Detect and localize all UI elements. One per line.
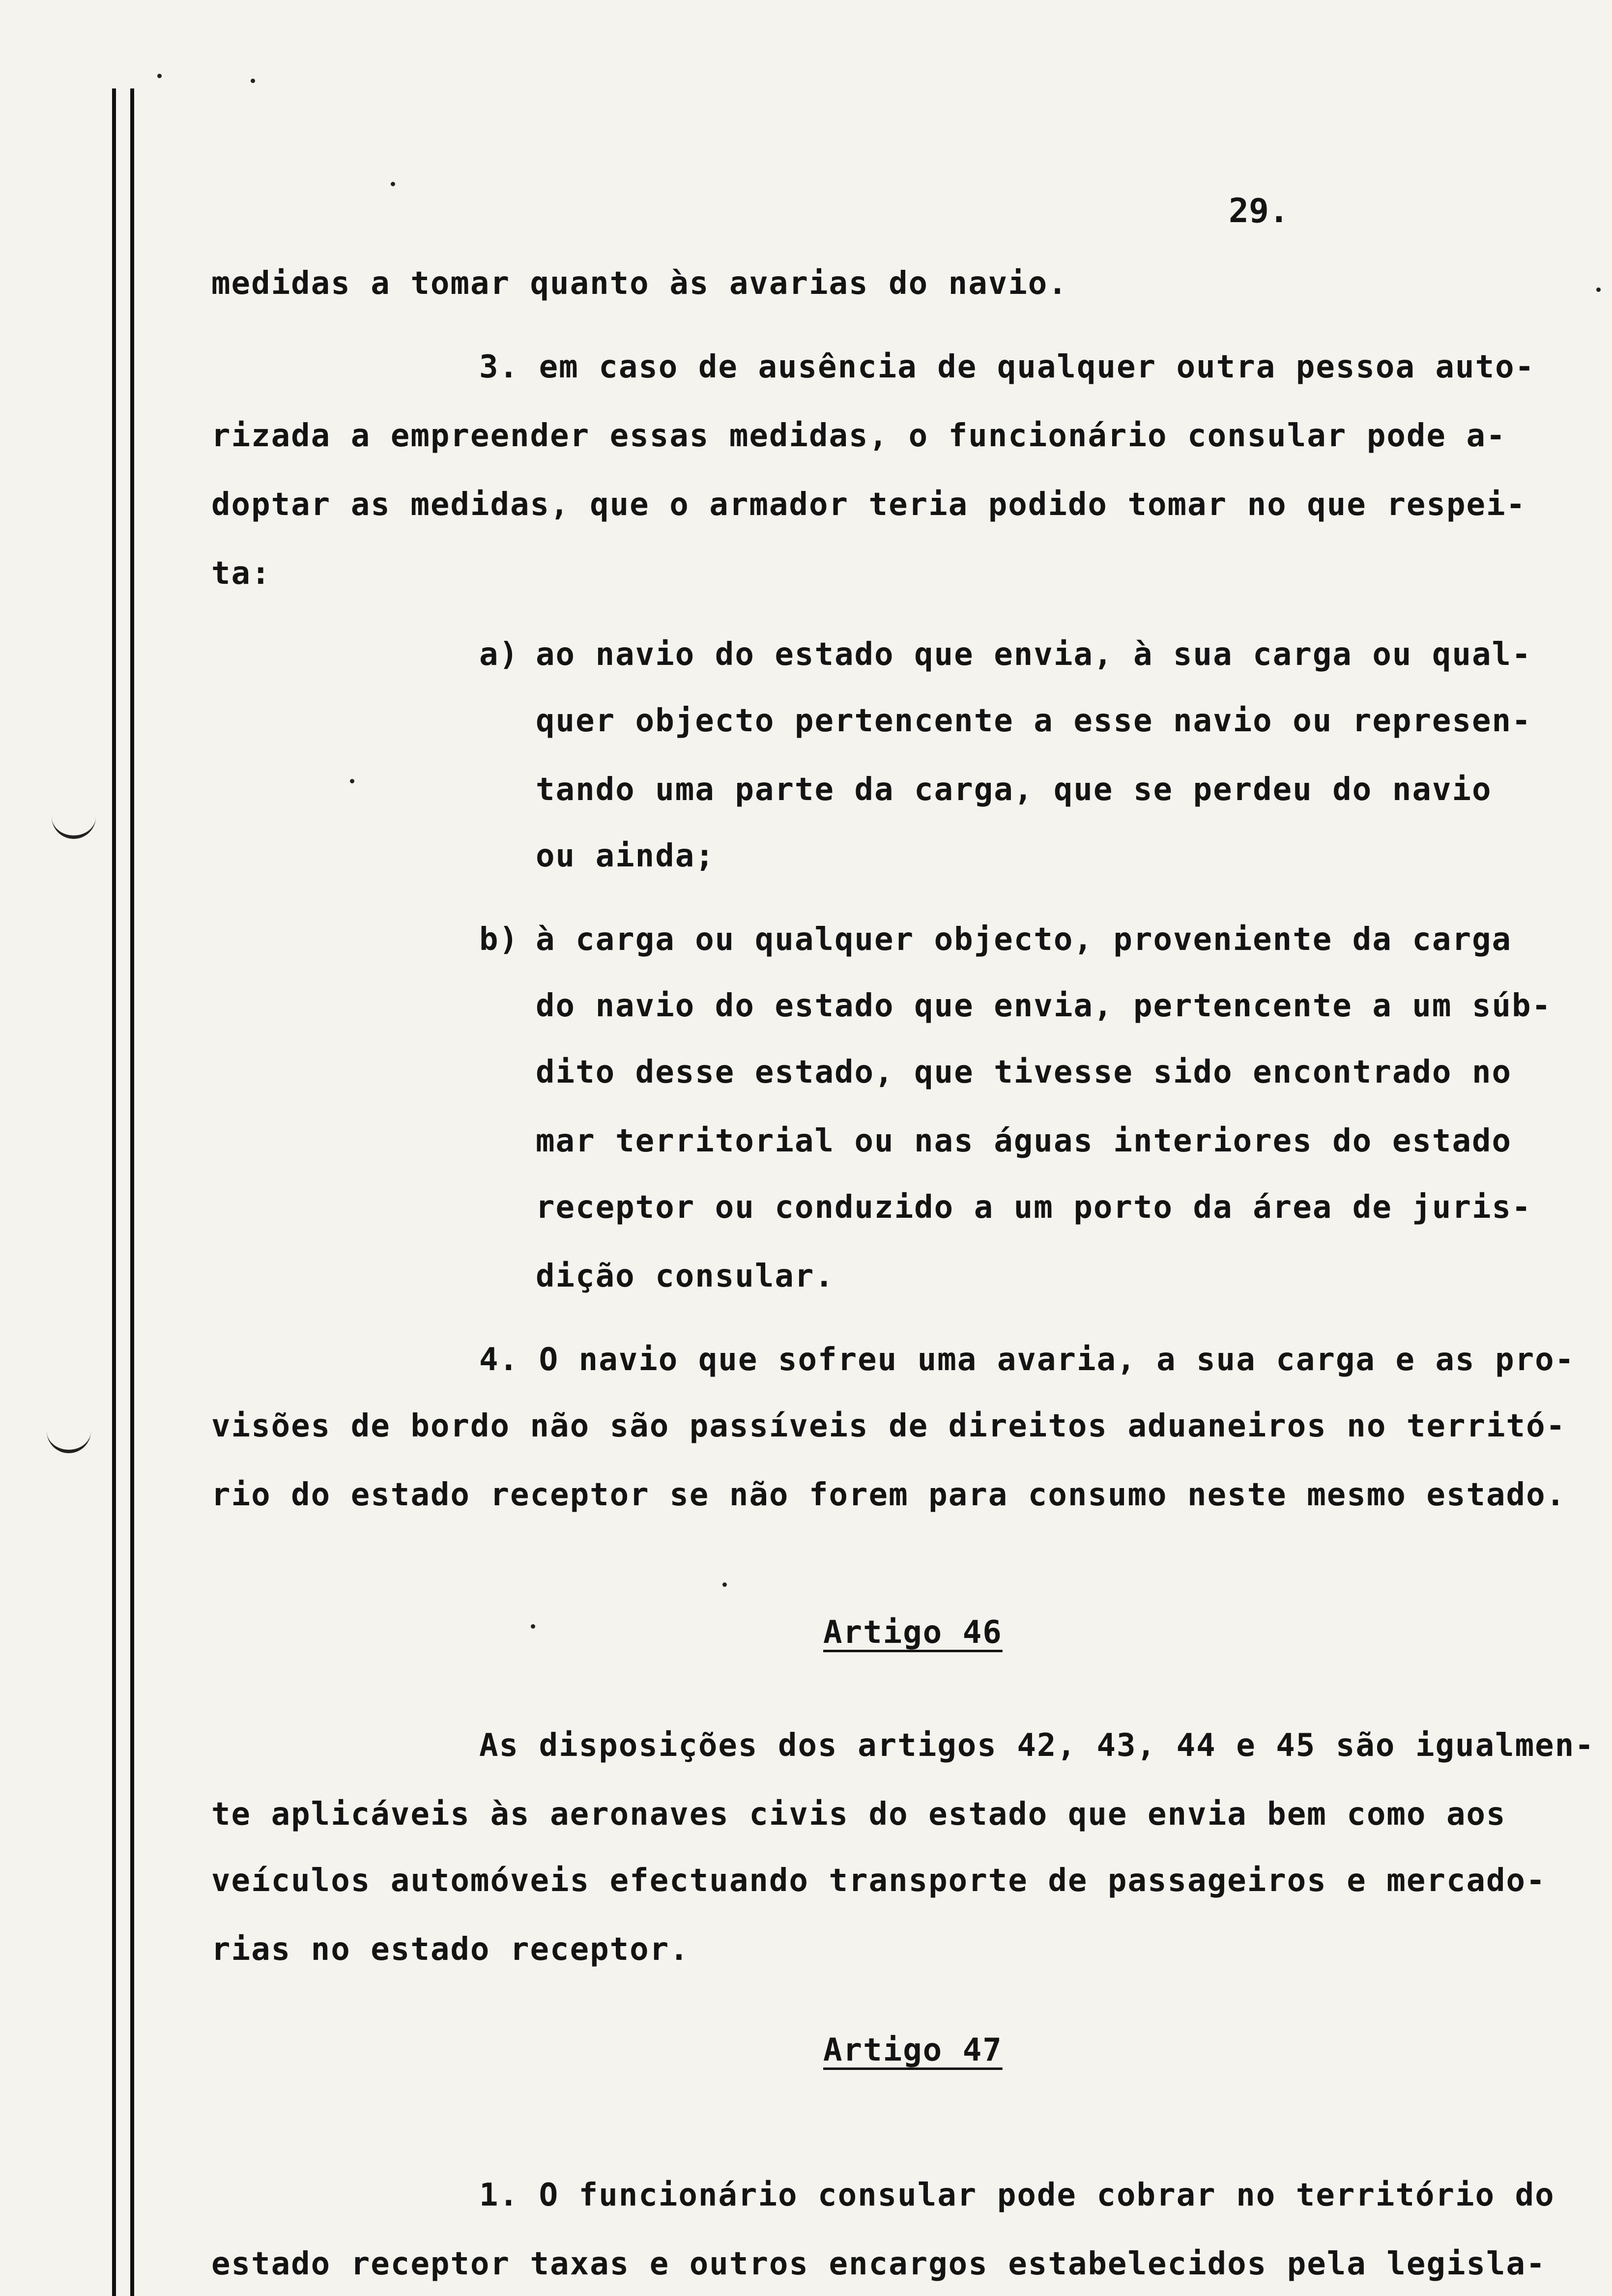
item-b-line: mar territorial ou nas águas interiores do estado	[536, 1123, 1512, 1159]
scan-speck	[1596, 287, 1601, 292]
item-a-line: ao navio do estado que envia, à sua carga ou qual-	[536, 636, 1532, 673]
artigo-47-heading: Artigo 47	[823, 2032, 1003, 2068]
binder-hole-arc	[52, 806, 96, 839]
item-a-marker: a)	[479, 636, 519, 673]
item-a-line: tando uma parte da carga, que se perdeu do navio	[536, 772, 1492, 808]
artigo-46-line: As disposições dos artigos 42, 43, 44 e 45 são igualmen-	[479, 1727, 1595, 1764]
item-b-line: receptor ou conduzido a um porto da área de juris-	[536, 1189, 1532, 1226]
item-b-line: do navio do estado que envia, pertencente a um súb-	[536, 988, 1552, 1024]
intro-line: medidas a tomar quanto às avarias do navio.	[211, 265, 1068, 302]
para3-line: ta:	[211, 555, 271, 592]
para3-line: doptar as medidas, que o armador teria podido tomar no que respei-	[211, 487, 1526, 523]
margin-rule-inner	[130, 88, 134, 2296]
artigo-47-line: 1. O funcionário consular pode cobrar no território do	[479, 2177, 1555, 2213]
artigo-46-line: veículos automóveis efectuando transporte de passageiros e mercado-	[211, 1863, 1546, 1899]
item-b-marker: b)	[479, 921, 519, 958]
margin-rule-outer	[112, 88, 116, 2296]
artigo-46-heading: Artigo 46	[823, 1614, 1003, 1651]
scan-speck	[157, 74, 162, 78]
item-a-line: ou ainda;	[536, 838, 715, 874]
para4-line: visões de bordo não são passíveis de direitos aduaneiros no territó-	[211, 1408, 1566, 1444]
item-b-line: dito desse estado, que tivesse sido encontrado no	[536, 1054, 1512, 1091]
para4-line: 4. O navio que sofreu uma avaria, a sua carga e as pro-	[479, 1342, 1575, 1378]
artigo-46-line: te aplicáveis às aeronaves civis do estado que envia bem como aos	[211, 1796, 1506, 1833]
page-number: 29.	[1229, 192, 1289, 230]
para3-line: rizada a empreender essas medidas, o funcionário consular pode a-	[211, 418, 1506, 454]
scan-speck	[251, 79, 255, 83]
para4-line: rio do estado receptor se não forem para consumo neste mesmo estado.	[211, 1477, 1566, 1513]
item-b-line: dição consular.	[536, 1258, 835, 1294]
para3-line: 3. em caso de ausência de qualquer outra pessoa auto-	[479, 349, 1535, 385]
artigo-47-line: estado receptor taxas e outros encargos estabelecidos pela legisla-	[211, 2246, 1546, 2282]
scan-speck	[722, 1582, 727, 1587]
scan-speck	[391, 182, 395, 186]
item-a-line: quer objecto pertencente a esse navio ou represen-	[536, 703, 1532, 739]
binder-hole-arc	[47, 1420, 91, 1453]
scan-speck	[350, 779, 354, 783]
scan-speck	[531, 1624, 535, 1629]
item-b-line: à carga ou qualquer objecto, proveniente da carga	[536, 921, 1512, 958]
artigo-46-line: rias no estado receptor.	[211, 1931, 690, 1968]
